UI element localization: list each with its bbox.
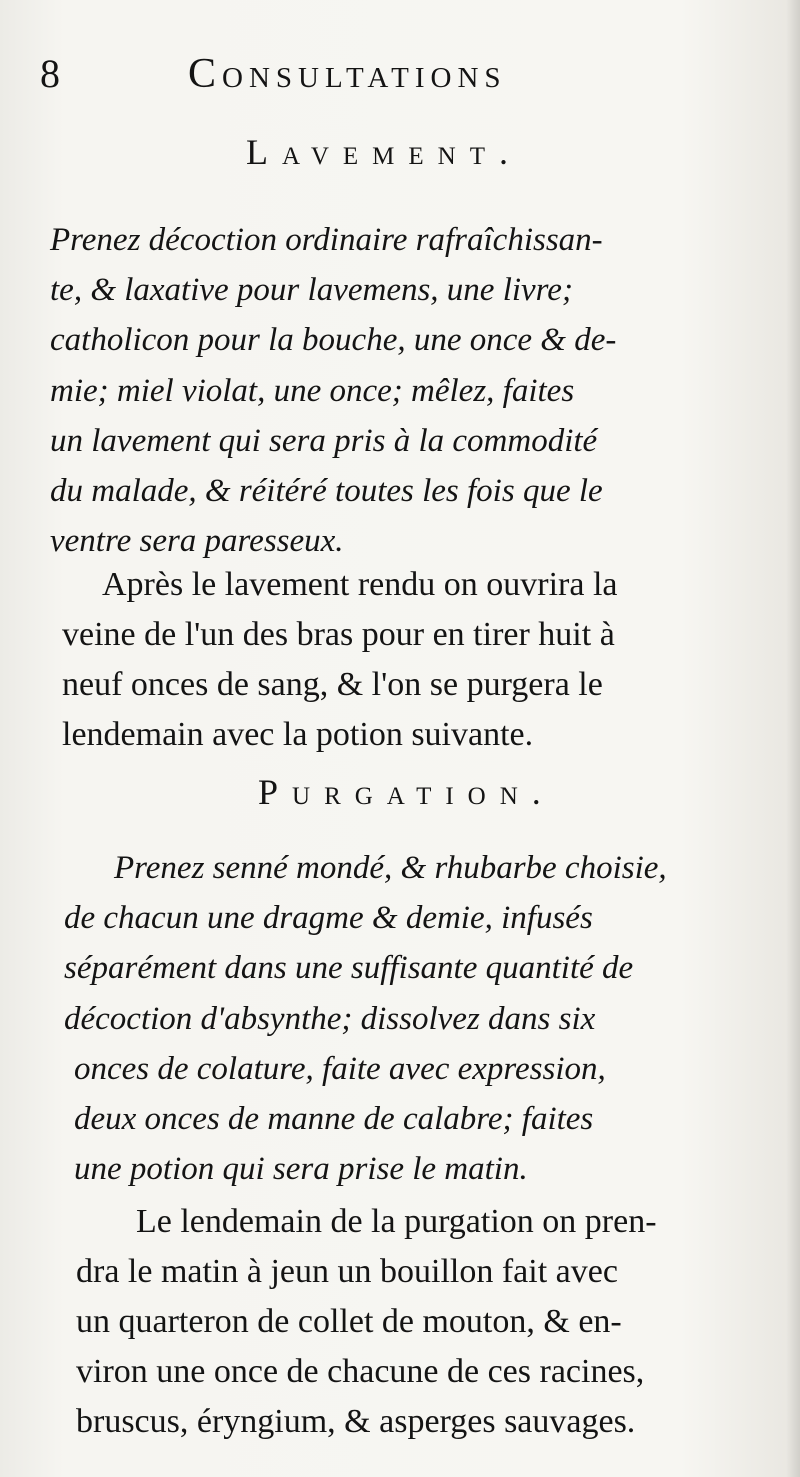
recipe-purgation	[50, 843, 762, 1194]
recipe-line: mie; miel violat, une once; mêlez, faites	[50, 372, 575, 409]
recipe-line: ventre sera paresseux.	[50, 523, 344, 560]
text-line: un quarteron de collet de mouton, & en-	[76, 1303, 622, 1340]
recipe-line: du malade, & réitéré toutes les fois que le	[50, 473, 603, 510]
section-heading-lavement: Lavement.	[246, 132, 522, 172]
page-header	[40, 48, 600, 108]
recipe-lavement	[50, 215, 762, 566]
spine-shadow	[786, 0, 800, 1477]
recipe-line: onces de colature, faite avec expression,	[74, 1050, 606, 1087]
text-line: Après le lavement rendu on ouvrira la	[102, 566, 618, 603]
recipe-line: catholicon pour la bouche, une once & de-	[50, 322, 617, 359]
text-line: Le lendemain de la purgation on pren-	[136, 1203, 657, 1240]
text-line: veine de l'un des bras pour en tirer huit à	[62, 616, 615, 653]
running-title: Consultations	[188, 51, 507, 97]
recipe-line: deux onces de manne de calabre; faites	[74, 1101, 594, 1138]
page-number: 8	[40, 51, 60, 96]
text-line: neuf onces de sang, & l'on se purgera le	[62, 666, 603, 703]
recipe-line: Prenez décoction ordinaire rafraîchissan-	[50, 222, 603, 258]
recipe-line: de chacun une dragme & demie, infusés	[64, 900, 593, 937]
recipe-line: séparément dans une suffisante quantité de	[64, 950, 634, 987]
text-line: lendemain avec la potion suivante.	[62, 716, 534, 753]
recipe-line: un lavement qui sera pris à la commodité	[50, 422, 598, 459]
recipe-line: Prenez senné mondé, & rhubarbe choisie,	[114, 850, 667, 886]
paragraph-after-lavement	[62, 560, 762, 760]
text-line: dra le matin à jeun un bouillon fait avec	[76, 1253, 618, 1290]
paragraph-after-purgation	[76, 1197, 766, 1447]
recipe-line: une potion qui sera prise le matin.	[74, 1151, 528, 1188]
text-line: viron une once de chacune de ces racines,	[76, 1353, 645, 1390]
text-line: bruscus, éryngium, & asperges sauvages.	[76, 1403, 636, 1440]
recipe-line: te, & laxative pour lavemens, une livre;	[50, 272, 573, 309]
recipe-line: décoction d'absynthe; dissolvez dans six	[64, 1000, 596, 1037]
section-heading-purgation: Purgation.	[258, 772, 555, 812]
